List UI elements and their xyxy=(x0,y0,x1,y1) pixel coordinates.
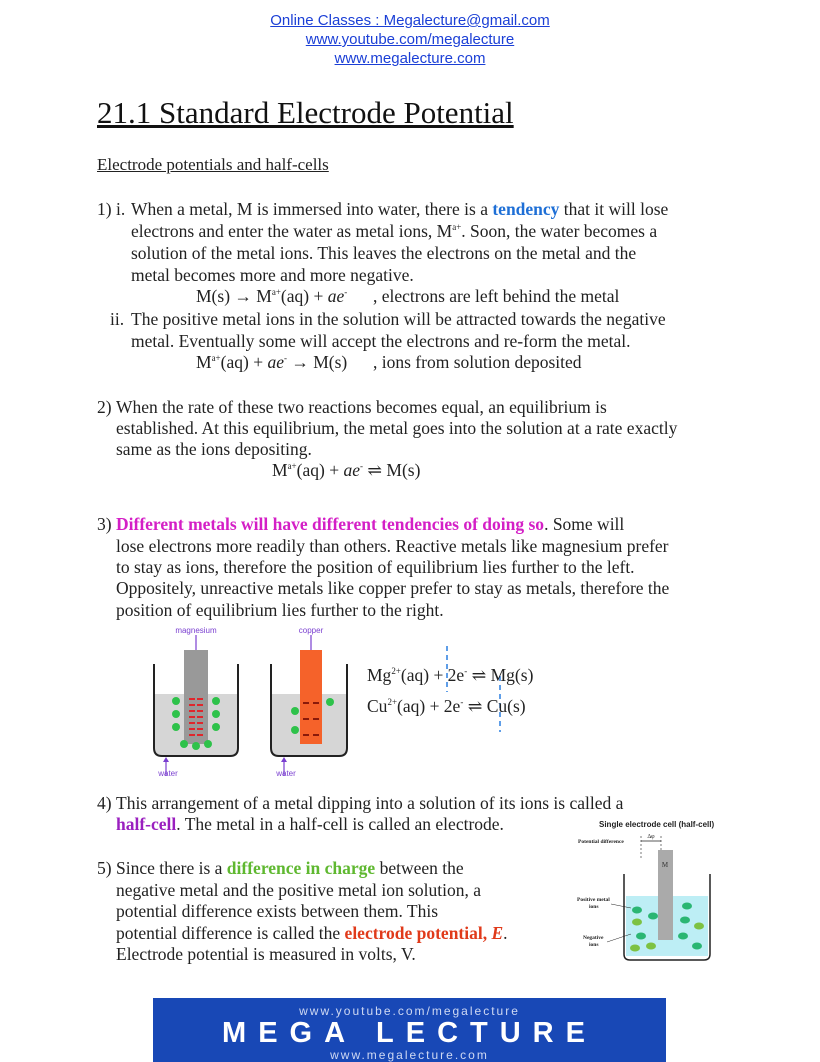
p2-number: 2) xyxy=(97,397,112,417)
electrode-potential-highlight: electrode potential, E xyxy=(344,923,504,943)
p4-line-1: This arrangement of a metal dipping into a solution of its ions is called a xyxy=(116,793,624,813)
fig2-positive-label-2: ions xyxy=(589,904,599,910)
p2-line-2: established. At this equilibrium, the metal goes into the solution at a rate exactly xyxy=(116,418,678,438)
electrode-magnesium xyxy=(184,650,208,744)
figure-single-electrode-cell xyxy=(575,816,725,968)
p1-equation-1: $M(s) \to M^{a+}(aq) + ae^-$ xyxy=(196,286,348,306)
p5-line-5: Electrode potential is measured in volts, V. xyxy=(116,944,416,964)
label-copper: copper xyxy=(298,626,324,635)
p3-line-4: Oppositely, unreactive metals like copper prefer to stay as metals, therefore the xyxy=(116,578,670,598)
tendency-highlight: tendency xyxy=(492,199,560,219)
page-title: 21.1 Standard Electrode Potential xyxy=(97,95,514,130)
p1-line-3: solution of the metal ions. This leaves the electrons on the metal and the xyxy=(131,243,637,263)
p5-line-4: potential difference is called the electrode potential, E. xyxy=(116,923,508,943)
different-metals-highlight: Different metals will have different tendencies of doing so xyxy=(116,514,545,534)
half-cell-highlight: half-cell xyxy=(116,814,177,834)
p2-line-1: When the rate of these two reactions becomes equal, an equilibrium is xyxy=(116,397,607,417)
footer-logo-text: MEGA LECTURE xyxy=(222,1017,597,1049)
equation-copper: $Cu^{2+}(aq) + 2e^-$ ⇌ Cu(s) xyxy=(367,696,526,716)
footer-youtube: www.youtube.com/megalecture xyxy=(299,1004,520,1018)
p5-number: 5) xyxy=(97,858,112,878)
section-subtitle: Electrode potentials and half-cells xyxy=(97,155,329,174)
arrowhead-water-2-icon xyxy=(281,757,287,762)
p2-equation: $M^{a+}(aq) + ae^-$ ⇌ M(s) xyxy=(272,460,421,480)
p3-number: 3) xyxy=(97,514,112,534)
p1-equation-1-note: , electrons are left behind the metal xyxy=(373,286,620,306)
header-email-link[interactable]: Online Classes : Megalecture@gmail.com xyxy=(270,12,550,29)
fig2-negative-label-1: Negative xyxy=(583,935,604,941)
p2-line-3: same as the ions depositing. xyxy=(116,439,312,459)
p1-line-4: metal becomes more and more negative. xyxy=(131,265,414,285)
p1-line-2: electrons and enter the water as metal ions, $M^{a+}$. Soon, the water becomes a xyxy=(131,221,658,241)
p5-line-2: negative metal and the positive metal ion solution, a xyxy=(116,880,481,900)
arrowhead-water-1-icon xyxy=(163,757,169,762)
label-water-2: water xyxy=(276,769,296,778)
p1-ii-number: ii. xyxy=(110,309,125,329)
fig2-title: Single electrode cell (half-cell) xyxy=(599,820,715,829)
p1-line-6: metal. Eventually some will accept the electrons and re-form the metal. xyxy=(131,331,631,351)
p3-line-1: Different metals will have different tendencies of doing so. Some will xyxy=(116,514,625,534)
p1-equation-2: $M^{a+}(aq) + ae^- \to M(s)$ xyxy=(196,352,348,372)
p5-line-3: potential difference exists between them. This xyxy=(116,901,439,921)
header-website-link[interactable]: www.megalecture.com xyxy=(334,50,486,67)
footer-website: www.megalecture.com xyxy=(330,1048,489,1062)
footer-banner xyxy=(153,998,666,1062)
p1-equation-2-note: , ions from solution deposited xyxy=(373,352,582,372)
equation-magnesium: $Mg^{2+}(aq) + 2e^-$ ⇌ Mg(s) xyxy=(367,665,534,685)
fig2-potential-label: Potential difference xyxy=(578,839,624,845)
fig2-positive-label-1: Positive metal xyxy=(577,897,610,903)
label-magnesium: magnesium xyxy=(175,626,217,635)
fig2-delta-phi: Δφ xyxy=(647,834,655,840)
p3-line-3: to stay as ions, therefore the position of equilibrium lies further to the left. xyxy=(116,557,635,577)
p3-line-5: position of equilibrium lies further to the right. xyxy=(116,600,444,620)
header-youtube-link[interactable]: www.youtube.com/megalecture xyxy=(305,31,515,48)
p5-line-1: Since there is a difference in charge between the xyxy=(116,858,464,878)
p3-line-2: lose electrons more readily than others. Reactive metals like magnesium prefer xyxy=(116,536,669,556)
electrode-copper xyxy=(300,650,322,744)
label-water-1: water xyxy=(158,769,178,778)
fig2-m-label: M xyxy=(661,861,669,869)
p1-line-5: The positive metal ions in the solution will be attracted towards the negative xyxy=(131,309,666,329)
p4-number: 4) xyxy=(97,793,112,813)
p1-line-1: When a metal, M is immersed into water, there is a tendency that it will lose xyxy=(131,199,669,219)
p4-line-2: half-cell. The metal in a half-cell is called an electrode. xyxy=(116,814,504,834)
fig2-negative-label-2: ions xyxy=(589,942,599,948)
difference-in-charge-highlight: difference in charge xyxy=(226,858,376,878)
p1-number: 1) i. xyxy=(97,199,126,219)
